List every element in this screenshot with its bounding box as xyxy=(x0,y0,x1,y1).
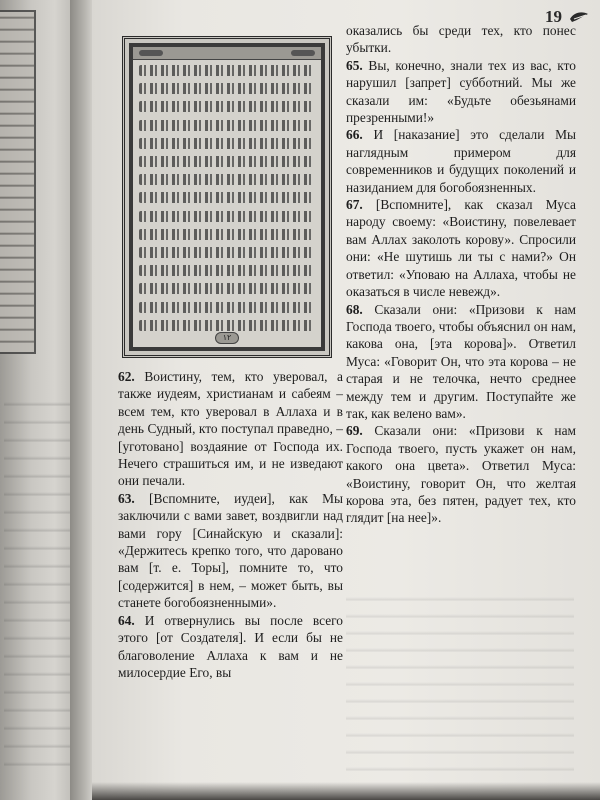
verse-text: Воистину, тем, кто уверовал, а также иудеям, христианам и сабеям – всем тем, кто уверовал в Аллаха и в день Судный, кто поступал праведно, – [уготовано] воздаяние от Господа их. Нечего страшиться им, и не изведают они печали. xyxy=(118,369,343,489)
verse-text: Сказали они: «Призови к нам Господа твоего, пусть укажет он нам, какого она цвета». Ответил Муса: «Воистину, говорит Он, что желтая корова эта, без пятен, радует тех, кто глядит [на нее]». xyxy=(346,423,576,526)
page-shadow xyxy=(92,782,600,800)
verse-text: [Вспомните, иудеи], как Мы заключили с вами завет, воздвигли над вами гору [Синайскую и сказали]: «Держитесь крепко того, что даровано вам [т. е. Торы], помните то, что [содержится] в нем, – может быть, вы станете богобоязненными». xyxy=(118,490,343,611)
text-column-left xyxy=(118,368,343,681)
arabic-text-line xyxy=(139,211,315,222)
arabic-text-line xyxy=(139,83,315,94)
surah-header xyxy=(133,47,321,60)
verse-paragraph xyxy=(346,22,576,57)
verse-number: 65. xyxy=(346,57,363,73)
verse-paragraph xyxy=(346,301,576,423)
arabic-text-line xyxy=(139,283,315,294)
arabic-text-line xyxy=(139,174,315,185)
text-column-right xyxy=(346,22,576,527)
verse-number: 62. xyxy=(118,369,135,384)
page-number: 19 xyxy=(545,7,562,26)
verse-text: оказались бы среди тех, кто понес убытки. xyxy=(346,23,576,56)
verse-text: Вы, конечно, знали тех из вас, кто нарушил [запрет] субботний. Мы же сказали им: «Будьте обезьянами презренными!» xyxy=(346,57,576,126)
facing-page-edge xyxy=(0,0,78,800)
verse-text: И отвернулись вы после всего этого [от Создателя]. И если бы не благоволение Аллаха к вам и не милосердие Его, вы xyxy=(118,612,343,680)
arabic-text-line xyxy=(139,101,315,112)
verse-text: [Вспомните], как сказал Муса народу своему: «Воистину, повелевает вам Аллах заколоть корову». Спросили они: «Не шутишь ли ты с нами?» Он ответил: «Уповаю на Аллаха, чтобы не оказаться в числе невежд». xyxy=(346,197,576,300)
arabic-text-line xyxy=(139,138,315,149)
arabic-text-block xyxy=(139,65,315,331)
arabic-text-line xyxy=(139,156,315,167)
verse-paragraph xyxy=(118,490,343,612)
arabic-text-line xyxy=(139,120,315,131)
verse-number: 66. xyxy=(346,127,363,143)
arabic-text-line xyxy=(139,192,315,203)
arabic-quran-panel xyxy=(122,36,332,358)
verse-number: 68. xyxy=(346,301,363,317)
arabic-text-line xyxy=(139,302,315,313)
book-page xyxy=(92,0,600,800)
verse-paragraph xyxy=(118,612,343,682)
facing-page-text xyxy=(4,390,74,780)
verse-paragraph xyxy=(346,57,576,127)
verse-paragraph xyxy=(346,422,576,526)
arabic-text-line xyxy=(139,265,315,276)
verse-text: Сказали они: «Призови к нам Господа твоего, чтобы объяснил он нам, какова она, [эта корова]». Ответил Муса: «Говорит Он, что эта корова – не старая и не телочка, нечто среднее между тем и другим. Поступайте же так, как велено вам». xyxy=(346,301,576,421)
verse-number: 63. xyxy=(118,490,135,506)
facing-page-frame xyxy=(0,10,36,354)
verse-paragraph xyxy=(346,196,576,300)
verse-text: И [наказание] это сделали Мы наглядным примером для современников и будущих поколений и назиданием для богобоязненных. xyxy=(346,127,576,195)
mushaf-page-label xyxy=(133,327,321,345)
arabic-text-line xyxy=(139,229,315,240)
verse-number: 69. xyxy=(346,423,363,439)
arabic-text-line xyxy=(139,247,315,258)
verse-number: 67. xyxy=(346,197,363,213)
show-through-text xyxy=(346,584,574,784)
verse-paragraph xyxy=(118,368,343,490)
mushaf-page-number: ١٢ xyxy=(215,332,239,344)
verse-number: 64. xyxy=(118,612,135,628)
arabic-text-line xyxy=(139,65,315,76)
arabic-panel-border xyxy=(129,43,325,351)
verse-paragraph xyxy=(346,126,576,196)
